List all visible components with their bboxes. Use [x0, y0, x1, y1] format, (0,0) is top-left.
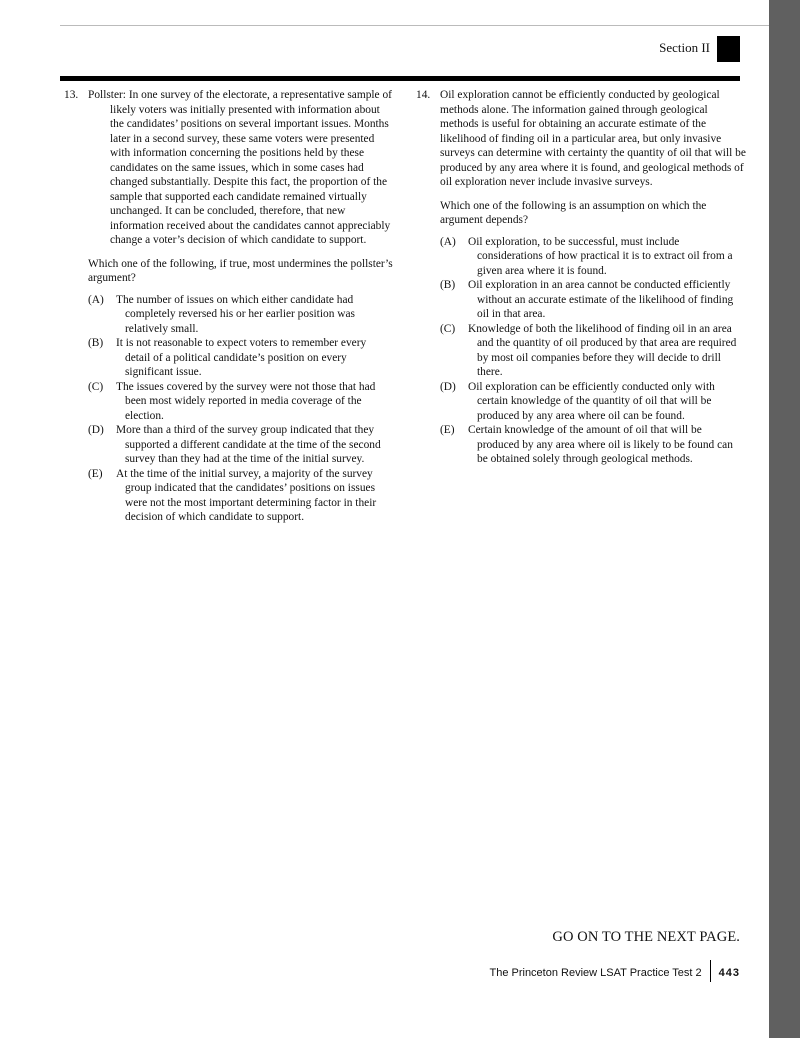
answer-option-b[interactable]: [416, 278, 746, 322]
option-text: More than a third of the survey group indicated that they supported a different candidate at the time of the second survey than they had at the time of the initial survey.: [116, 424, 381, 465]
option-letter: (B): [88, 337, 104, 349]
question-prompt: Which one of the following, if true, most undermines the pollster’s argument?: [88, 257, 393, 284]
section-marker-box: [717, 36, 740, 62]
option-text: The number of issues on which either candidate had completely reversed his or her earlier position was relatively small.: [116, 293, 355, 335]
top-rule: [60, 25, 769, 26]
option-letter: (D): [440, 380, 456, 393]
footer-divider: [710, 960, 711, 982]
option-text: Knowledge of both the likelihood of finding oil in an area and the quantity of oil produced by that area are required by most oil companies before they will decide to drill there.: [468, 322, 737, 378]
header-rule: [60, 76, 740, 81]
option-letter: (C): [440, 322, 456, 335]
answer-option-d[interactable]: [416, 380, 746, 424]
option-letter: (B): [440, 279, 456, 291]
stimulus-text: Pollster: In one survey of the electorate, a representative sample of likely voters was initially presented with information about the candidates’ positions on several important issues. Months later in a second survey, these same voters were presented with information concerning the positions held by these candidates on the same issues, which in some cases had changed substantially. Despite this fact, the proportion of the sample that supported each candidate remained virtually unchanged. It can be concluded, therefore, that new information received about the candidates cannot appreciably change a voter’s decision of which candidate to support.: [88, 89, 392, 246]
book-title: The Princeton Review LSAT Practice Test 2: [489, 966, 702, 979]
option-text: Oil exploration can be efficiently conducted only with certain knowledge of the quantity of oil that will be produced by any area where oil can be found.: [468, 380, 715, 422]
option-letter: (A): [88, 293, 104, 306]
go-on-notice: GO ON TO THE NEXT PAGE.: [552, 929, 740, 945]
page-edge-tab: [769, 0, 800, 1038]
option-text: Certain knowledge of the amount of oil that will be produced by any area where oil is likely to be found can be obtained solely through geological methods.: [468, 424, 733, 465]
option-letter: (D): [88, 424, 104, 436]
answer-option-e[interactable]: [416, 423, 746, 467]
answer-option-d[interactable]: [64, 423, 394, 467]
option-text: Oil exploration in an area cannot be conducted efficiently without an accurate estimate of the likelihood of finding oil in that area.: [468, 279, 734, 320]
question-13: [64, 88, 394, 525]
option-letter: (A): [440, 235, 456, 248]
answer-option-a[interactable]: [416, 235, 746, 279]
answer-option-e[interactable]: [64, 467, 394, 525]
answer-option-c[interactable]: [416, 322, 746, 380]
question-prompt: Which one of the following is an assumption on which the argument depends?: [440, 199, 707, 226]
option-letter: (E): [440, 424, 455, 436]
answer-option-b[interactable]: [64, 336, 394, 380]
option-letter: (C): [88, 380, 104, 393]
question-number: 14.: [416, 89, 431, 101]
question-number: 13.: [64, 89, 79, 101]
option-text: At the time of the initial survey, a majority of the survey group indicated that the candidates’ positions on issues were not the most important determining factor in their decision of which candidate to support.: [116, 467, 377, 523]
option-text: It is not reasonable to expect voters to remember every detail of a political candidate’s position on every significant issue.: [116, 337, 367, 378]
answer-option-c[interactable]: [64, 380, 394, 424]
page-footer: [440, 964, 740, 980]
question-stem: [64, 88, 394, 248]
option-text: The issues covered by the survey were not those that had been most widely reported in media coverage of the election.: [116, 380, 376, 422]
answer-option-a[interactable]: [64, 293, 394, 337]
question-stem: [416, 88, 746, 190]
question-14: [416, 88, 746, 467]
option-text: Oil exploration, to be successful, must include considerations of how practical it is to extract oil from a given area where it is found.: [468, 235, 733, 277]
page-number: 443: [718, 966, 740, 979]
option-letter: (E): [88, 467, 103, 480]
stimulus-text: Oil exploration cannot be efficiently conducted by geological methods alone. The information gained through geological methods is useful for obtaining an accurate estimate of the likelihood of finding oil in a particular area, but only invasive surveys can determine with certainty the quantity of oil that will be produced by any area where it is found, and geological methods of oil exploration never include invasive surveys.: [440, 89, 746, 188]
section-label: Section II: [659, 40, 710, 55]
